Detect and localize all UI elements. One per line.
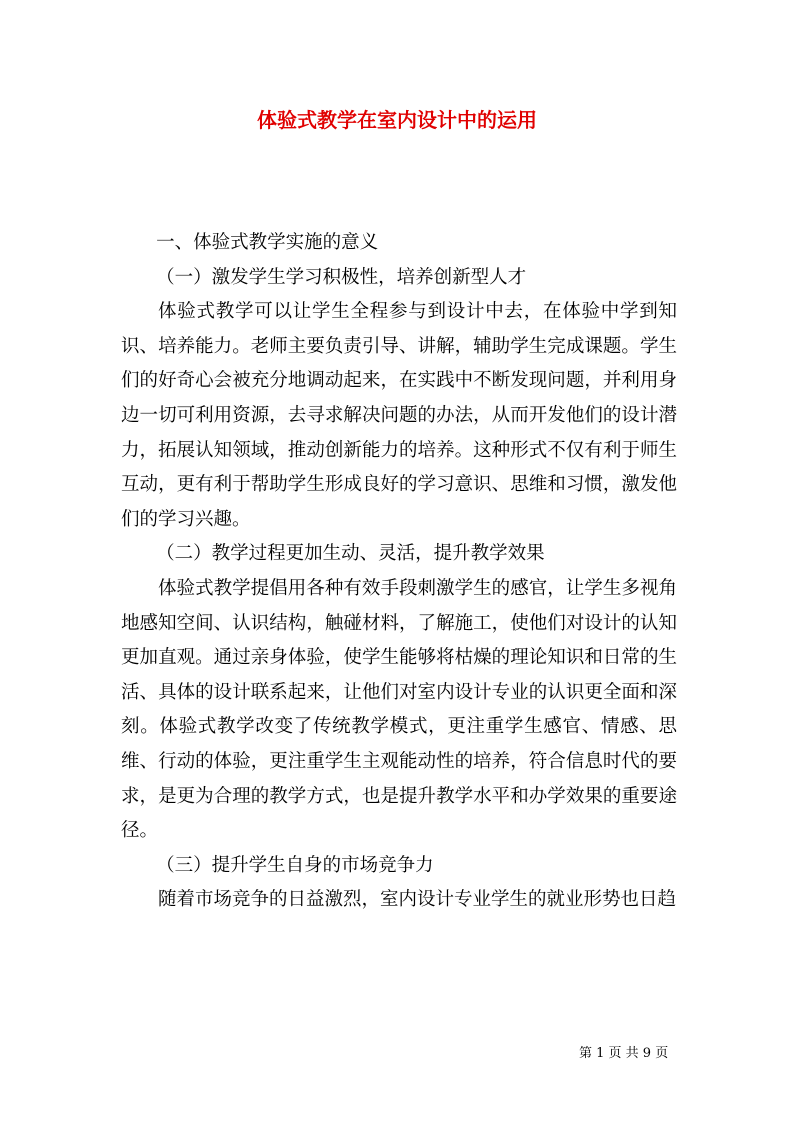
paragraph-1: 体验式教学可以让学生全程参与到设计中去，在体验中学到知识、培养能力。老师主要负责引导、讲解，辅助学生完成课题。学生们的好奇心会被充分地调动起来，在实践中不断发现问题，并利用身边一切可利用资源，去寻求解决问题的办法，从而开发他们的设计潜力，拓展认知领域，推动创新能力的培养。这种形式不仅有利于师生互动，更有利于帮助学生形成良好的学习意识、思维和习惯，激发他们的学习兴趣。 bbox=[121, 301, 677, 530]
document-title: 体验式教学在室内设计中的运用 bbox=[257, 108, 537, 132]
subsection-heading-3: （三）提升学生自身的市场竞争力 bbox=[156, 854, 434, 876]
section-heading-1: 一、体验式教学实施的意义 bbox=[156, 232, 379, 253]
paragraph-3: 随着市场竞争的日益激烈，室内设计专业学生的就业形势也日趋 bbox=[158, 889, 677, 911]
document-body bbox=[121, 226, 677, 918]
subsection-heading-1: （一）激发学生学习积极性，培养创新型人才 bbox=[156, 266, 527, 288]
subsection-heading-2: （二）教学过程更加生动、灵活，提升教学效果 bbox=[156, 543, 545, 565]
paragraph-2: 体验式教学提倡用各种有效手段刺激学生的感官，让学生多视角地感知空间、认识结构，触碰材料，了解施工，使他们对设计的认知更加直观。通过亲身体验，使学生能够将枯燥的理论知识和日常的生活、具体的设计联系起来，让他们对室内设计专业的认识更全面和深刻。体验式教学改变了传统教学模式，更注重学生感官、情感、思维、行动的体验，更注重学生主观能动性的培养，符合信息时代的要求，是更为合理的教学方式，也是提升教学水平和办学效果的重要途径。 bbox=[121, 577, 677, 842]
page-number: 第 1 页 共 9 页 bbox=[579, 1046, 669, 1061]
